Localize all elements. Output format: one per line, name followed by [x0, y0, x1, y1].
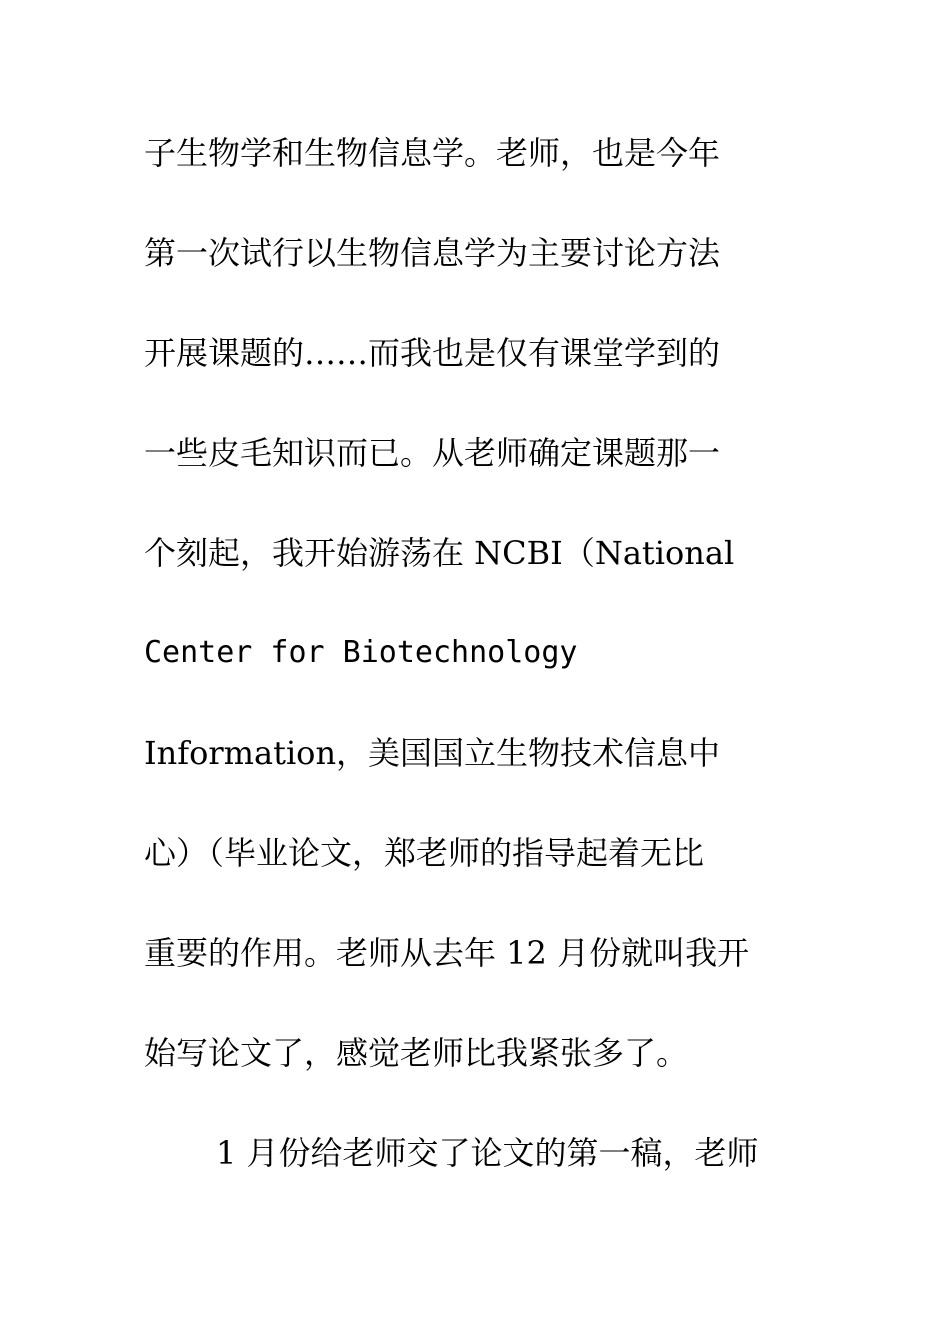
- text-line-5: 个刻起，我开始游荡在 NCBI（National: [144, 534, 735, 572]
- text-line-11: 1 月份给老师交了论文的第一稿，老师: [216, 1134, 759, 1172]
- text-line-4: 一些皮毛知识而已。从老师确定课题那一: [144, 434, 721, 472]
- text-line-6: Center for Biotechnology: [144, 635, 578, 670]
- text-line-2: 第一次试行以生物信息学为主要讨论方法: [144, 234, 721, 272]
- text-line-8: 心）（毕业论文，郑老师的指导起着无比: [144, 834, 705, 872]
- text-line-3: 开展课题的……而我也是仅有课堂学到的: [144, 334, 721, 372]
- text-line-9: 重要的作用。老师从去年 12 月份就叫我开: [144, 934, 750, 972]
- text-line-7: Information，美国国立生物技术信息中: [144, 734, 721, 772]
- text-line-10: 始写论文了，感觉老师比我紧张多了。: [144, 1034, 689, 1072]
- text-line-1: 子生物学和生物信息学。老师，也是今年: [144, 134, 721, 172]
